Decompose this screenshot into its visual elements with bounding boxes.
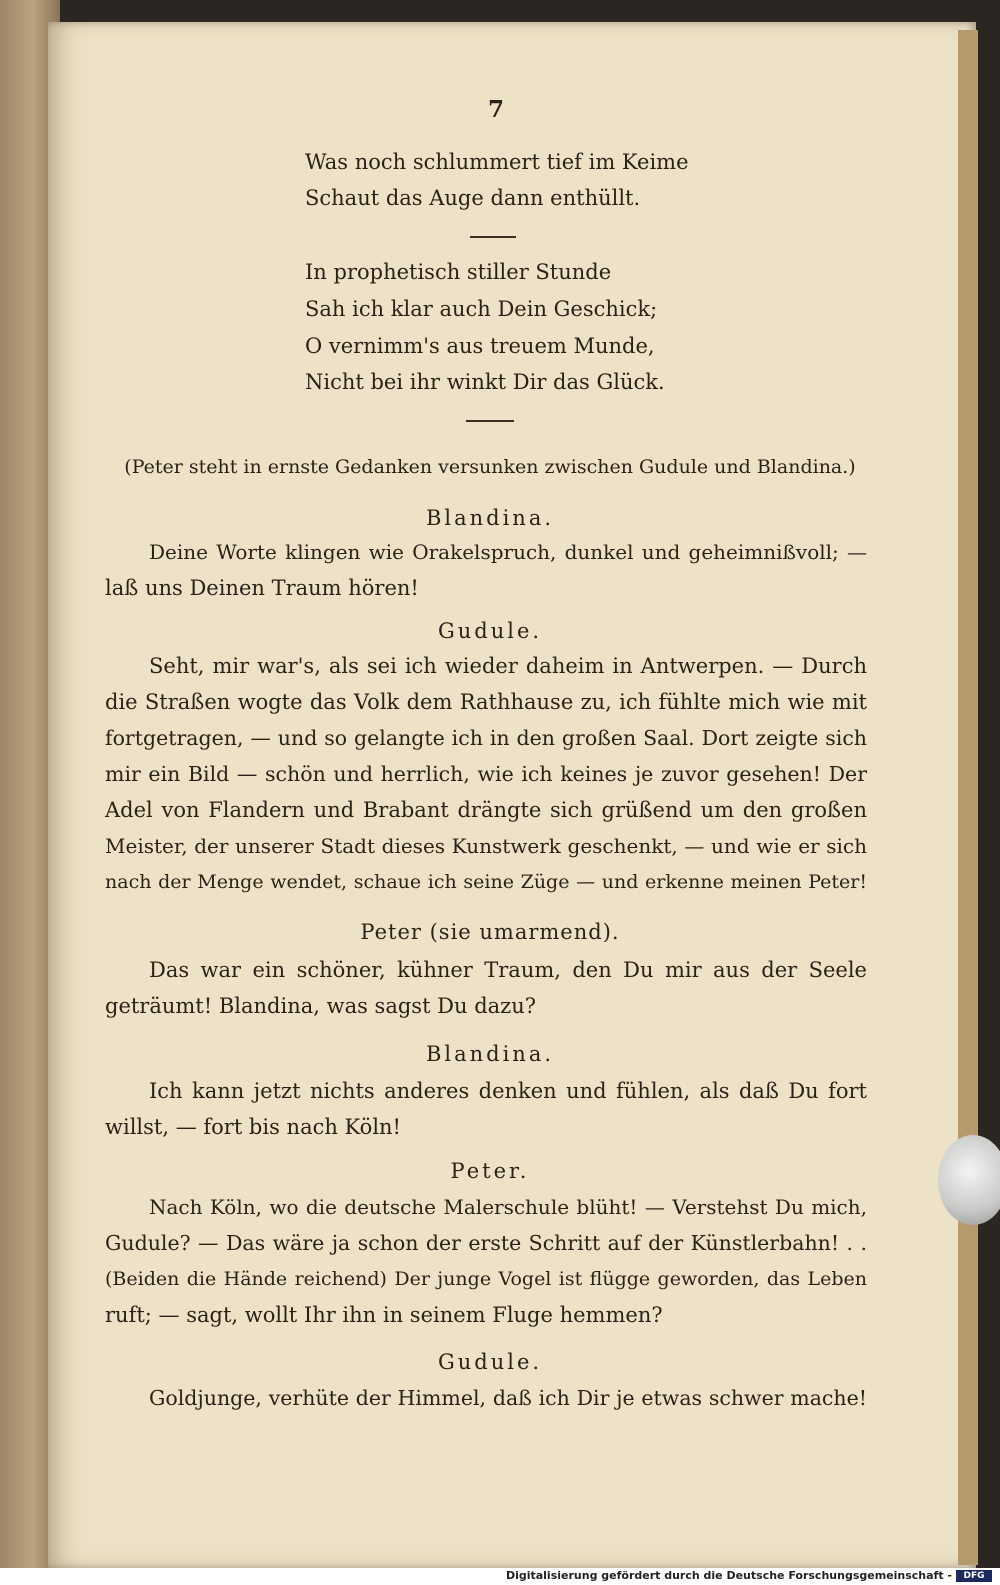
stage-direction: (Peter steht in ernste Gedanken versunken zwischen Gudule und Blandina.) xyxy=(124,456,856,478)
speech-line: (Beiden die Hände reichend) Der junge Vogel ist flügge geworden, das Leben xyxy=(105,1268,867,1290)
speaker-name: Gudule. xyxy=(437,1350,543,1374)
verse-line: Sah ich klar auch Dein Geschick; xyxy=(305,297,658,321)
speech xyxy=(105,1189,867,1333)
page-number: 7 xyxy=(488,96,505,123)
speaker-name: Blandina. xyxy=(425,506,555,530)
speech-line: Adel von Flandern und Brabant drängte sich grüßend um den großen xyxy=(105,798,867,822)
speech-line: Deine Worte klingen wie Orakelspruch, dunkel und geheimnißvoll; — xyxy=(149,540,867,564)
speech-line: Seht, mir war's, als sei ich wieder daheim in Antwerpen. — Durch xyxy=(149,654,867,678)
speech-line: Das war ein schöner, kühner Traum, den Du mir aus der Seele xyxy=(149,958,867,982)
verse-line: Was noch schlummert tief im Keime xyxy=(305,150,689,174)
verse-line: Schaut das Auge dann enthüllt. xyxy=(305,186,641,210)
speech-line: Goldjunge, verhüte der Himmel, daß ich Dir je etwas schwer mache! xyxy=(149,1386,867,1410)
speech-line: Ich kann jetzt nichts anderes denken und fühlen, als daß Du fort xyxy=(149,1079,867,1103)
divider-rule xyxy=(470,236,516,238)
footer-bar xyxy=(0,1568,1000,1585)
speech-line: geträumt! Blandina, was sagst Du dazu? xyxy=(105,994,537,1018)
speech-line: Gudule? — Das wäre ja schon der erste Schritt auf der Künstlerbahn! . . xyxy=(105,1231,867,1255)
speech-line: Nach Köln, wo die deutsche Malerschule blüht! — Verstehst Du mich, xyxy=(149,1195,867,1219)
speaker-name: Blandina. xyxy=(425,1042,555,1066)
speech xyxy=(105,952,867,1024)
speech xyxy=(105,1380,867,1416)
speech-line: ruft; — sagt, wollt Ihr ihn in seinem Fluge hemmen? xyxy=(105,1303,663,1327)
verse-line: Nicht bei ihr winkt Dir das Glück. xyxy=(305,370,665,394)
divider-rule xyxy=(466,420,514,422)
speech-line: die Straßen wogte das Volk dem Rathhause zu, ich fühlte mich wie mit xyxy=(105,690,867,714)
funding-credit: Digitalisierung gefördert durch die Deutsche Forschungsgemeinschaft - xyxy=(505,1569,952,1582)
speaker-name: Peter. xyxy=(450,1159,530,1183)
speech-line: mir ein Bild — schön und herrlich, wie ich keines je zuvor gesehen! Der xyxy=(105,762,867,786)
speech-line: laß uns Deinen Traum hören! xyxy=(105,576,419,600)
dfg-logo: DFG xyxy=(956,1570,992,1582)
thumb-shadow xyxy=(938,1135,1000,1225)
speaker-name: Peter (sie umarmend). xyxy=(360,920,620,944)
page-edge xyxy=(958,30,978,1565)
speech-line: fortgetragen, — und so gelangte ich in den großen Saal. Dort zeigte sich xyxy=(105,726,867,750)
speech-line: nach der Menge wendet, schaue ich seine Züge — und erkenne meinen Peter! xyxy=(105,871,867,893)
verse-line: In prophetisch stiller Stunde xyxy=(305,260,612,284)
speech xyxy=(105,648,867,900)
speech xyxy=(105,534,867,606)
speech xyxy=(105,1073,867,1145)
speech-line: Meister, der unserer Stadt dieses Kunstwerk geschenkt, — und wie er sich xyxy=(105,834,867,858)
speech-line: willst, — fort bis nach Köln! xyxy=(105,1115,401,1139)
verse-line: O vernimm's aus treuem Munde, xyxy=(305,334,655,358)
speaker-name: Gudule. xyxy=(437,619,543,643)
